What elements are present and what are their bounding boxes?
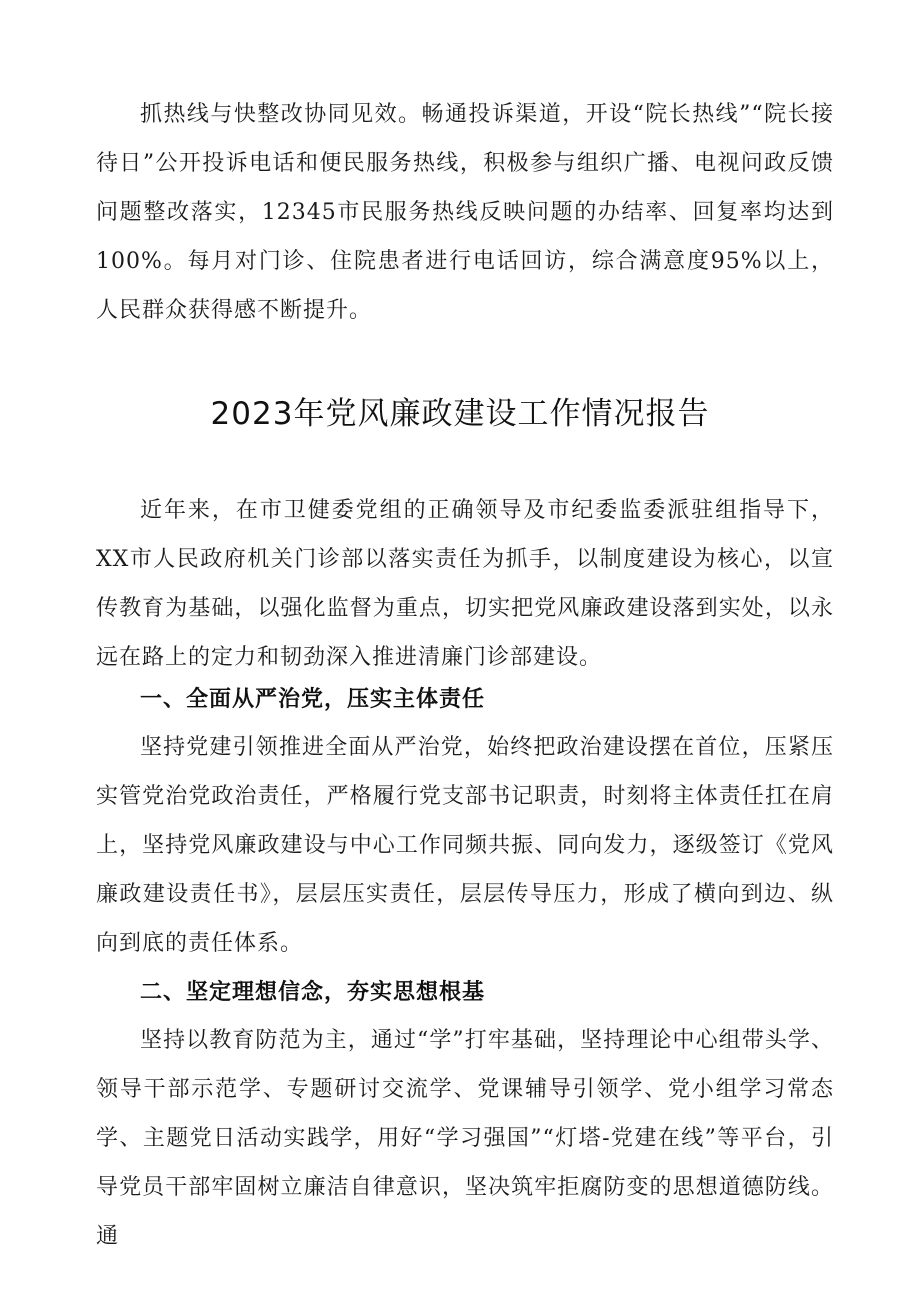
intro-paragraph: 抓热线与快整改协同见效。畅通投诉渠道，开设“院长热线”“院长接待日”公开投诉电话和便民服务热线，积极参与组织广播、电视问政反馈问题整改落实，12345市民服务热线反映问题的办结率、回复率均达到100%。每月对门诊、住院患者进行电话回访，综合满意度95%以上，人民群众获得感不断提升。 xyxy=(96,102,834,323)
section-heading-2: 二、坚定理想信念，夯实思想根基 xyxy=(140,980,486,1005)
section-body-1: 坚持党建引领推进全面从严治党，始终把政治建设摆在首位，压紧压实管党治党政治责任，严格履行党支部书记职责，时刻将主体责任扛在肩上，坚持党风廉政建设与中心工作同频共振、同向发力，逐级签订《党风廉政建设责任书》，层层压实责任，层层传导压力，形成了横向到边、纵向到底的责任体系。 xyxy=(96,735,834,956)
report-title: 2023年党风廉政建设工作情况报告 xyxy=(210,396,710,432)
section-body-2: 坚持以教育防范为主，通过“学”打牢基础，坚持理论中心组带头学、领导干部示范学、专题研讨交流学、党课辅导引领学、党小组学习常态学、主题党日活动实践学，用好“学习强国”“灯塔-党建在线”等平台，引导党员干部牢固树立廉洁自律意识，坚决筑牢拒腐防变的思想道德防线。通 xyxy=(96,1028,834,1249)
opening-paragraph: 近年来，在市卫健委党组的正确领导及市纪委监委派驻组指导下，XX市人民政府机关门诊部以落实责任为抓手，以制度建设为核心，以宣传教育为基础，以强化监督为重点，切实把党风廉政建设落到实处，以永远在路上的定力和韧劲深入推进清廉门诊部建设。 xyxy=(96,498,834,670)
section-heading-1: 一、全面从严治党，压实主体责任 xyxy=(140,687,486,712)
